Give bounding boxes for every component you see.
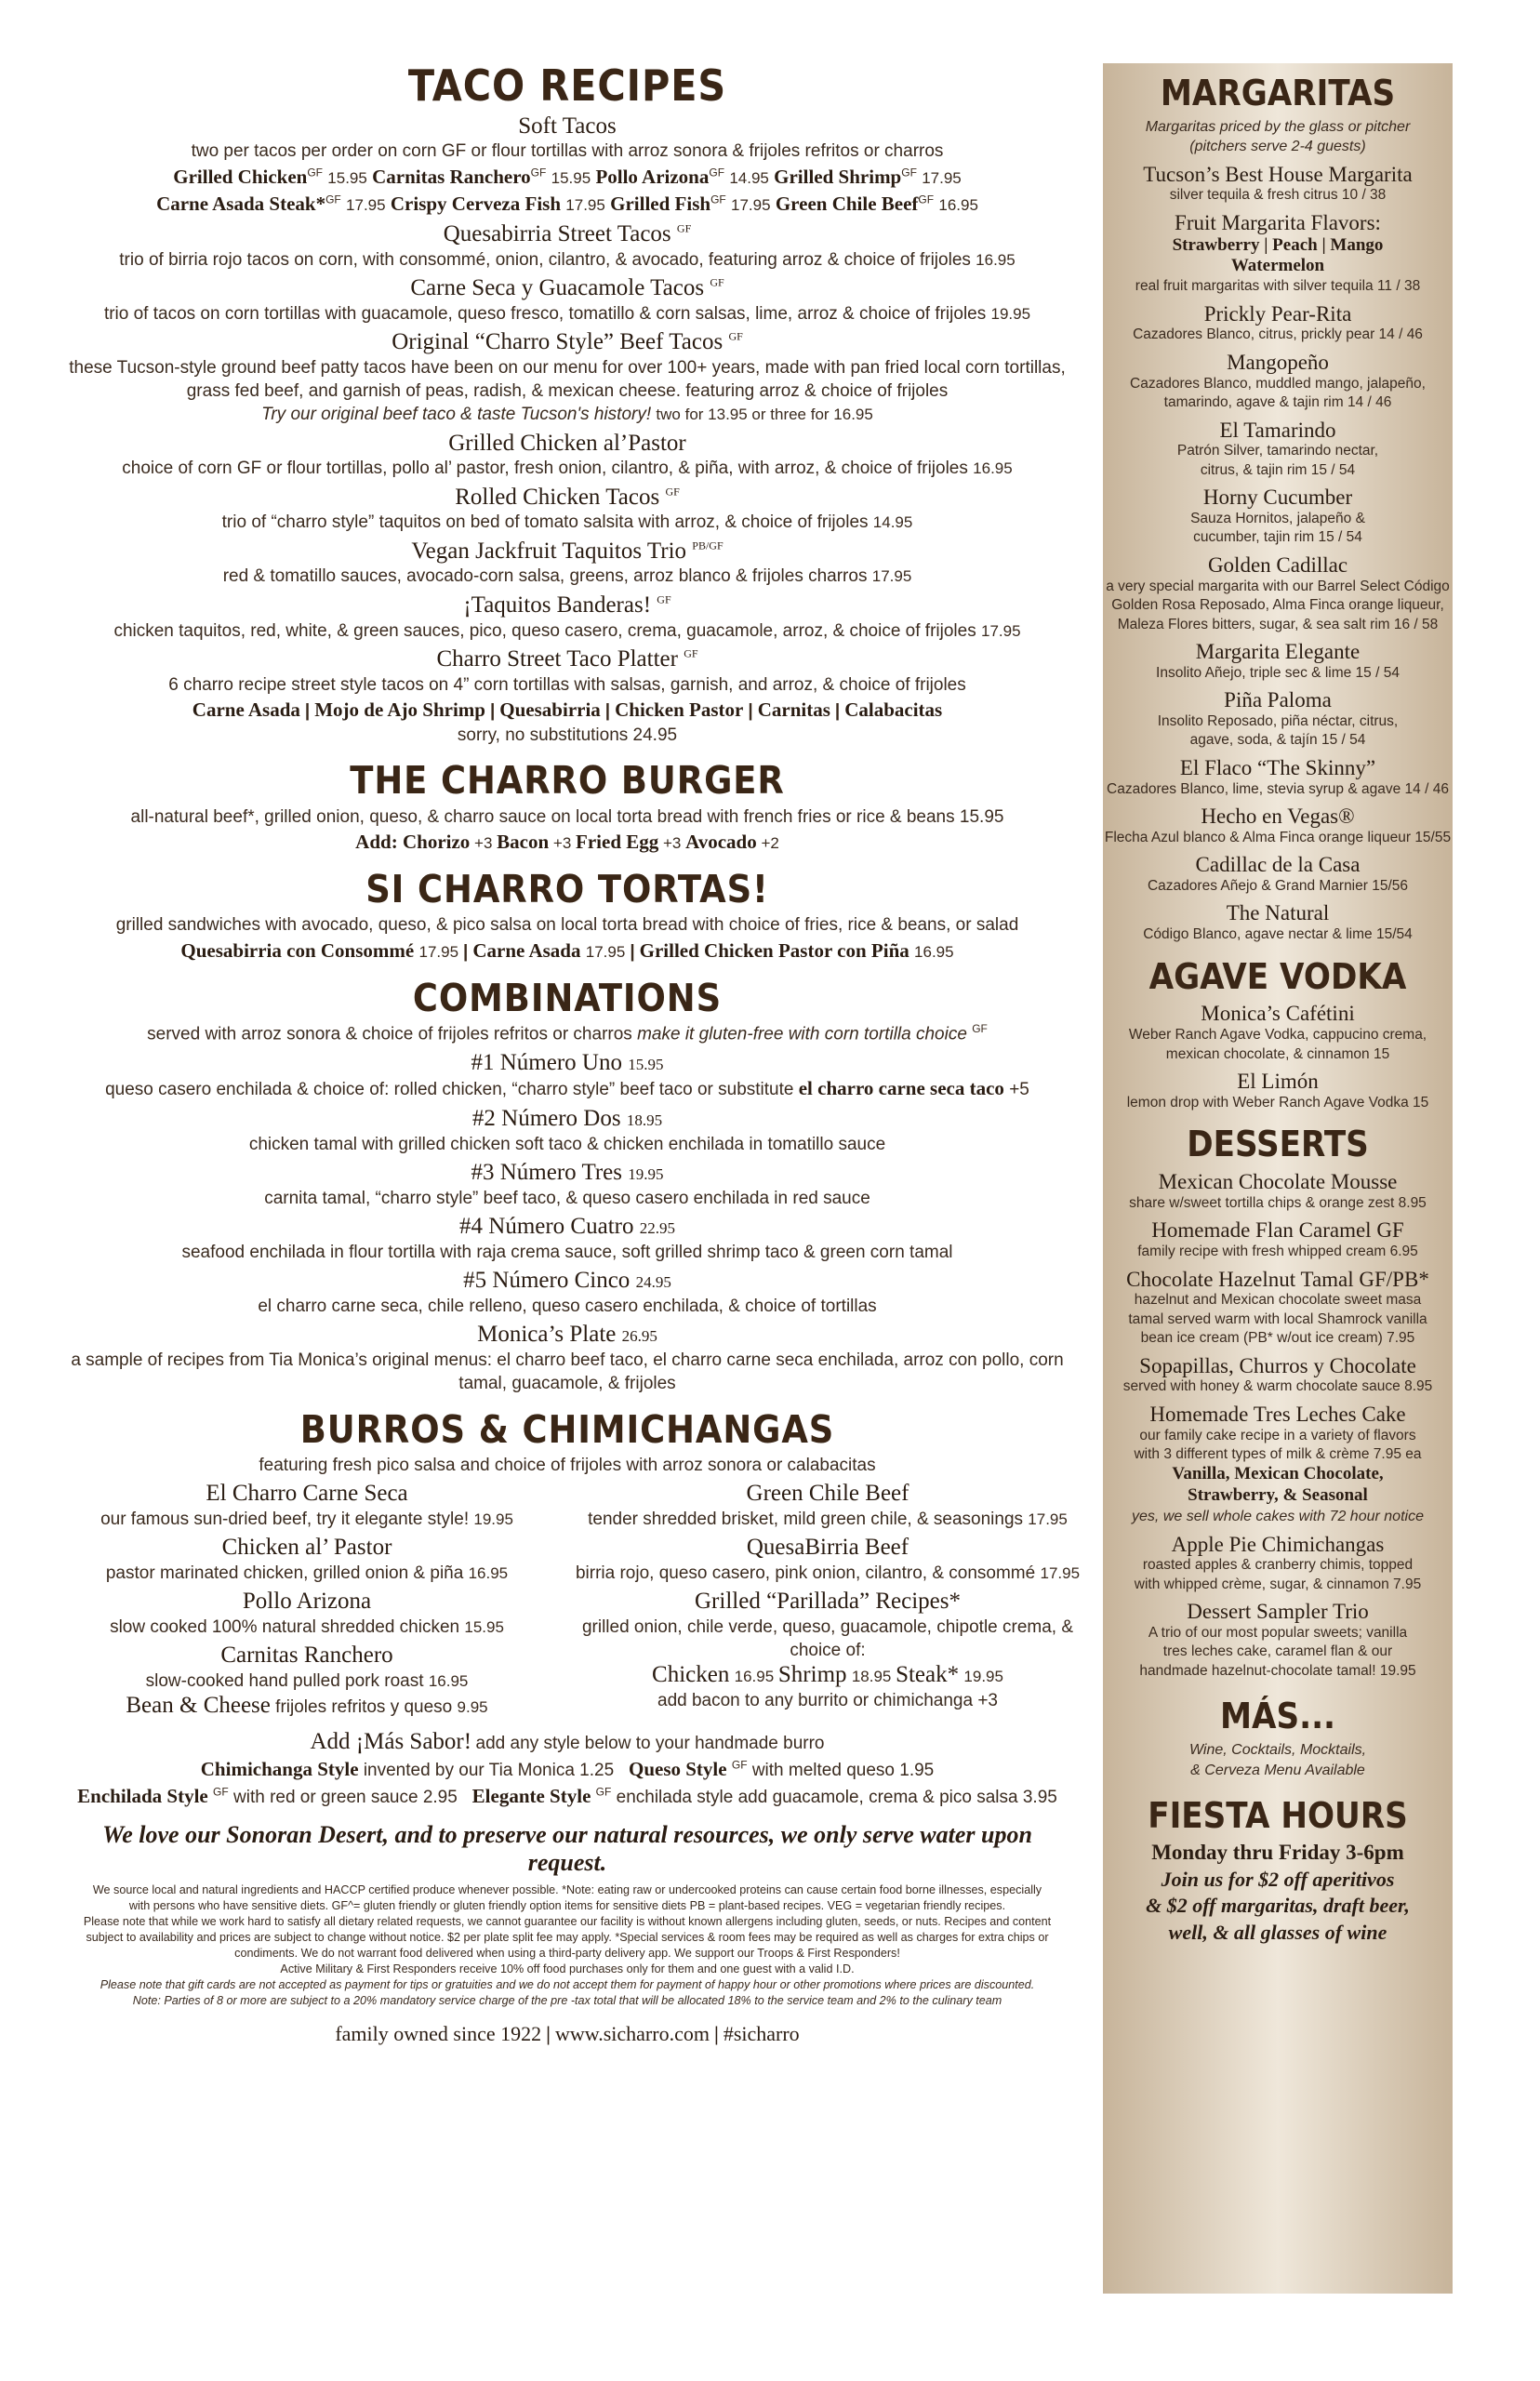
taco-item-desc — [65, 673, 1069, 697]
burro-text: slow cooked 100% natural shredded chicken — [110, 1616, 460, 1637]
combo-text: el charro carne seca, chile relleno, queso casero enchilada, & choice of tortillas — [258, 1297, 877, 1317]
tres-flavor: Strawberry, & Seasonal — [1188, 1485, 1368, 1506]
burros-heading: BURROS & CHIMICHANGAS — [299, 1406, 835, 1452]
separator: | — [463, 941, 469, 962]
drink-title: Fruit Margarita Flavors: — [1175, 210, 1381, 234]
menu-item-name: Green Chile Beef — [775, 192, 919, 215]
diet-tag: GF — [657, 592, 671, 606]
platter-option: Chicken Pastor — [615, 698, 744, 721]
drink-title: Mexican Chocolate Mousse — [1158, 1170, 1398, 1194]
taco-item-price: two for 13.95 or three for 16.95 — [656, 406, 873, 424]
fiesta-days: Monday thru Friday 3-6pm — [1151, 1840, 1404, 1864]
taco-item-desc — [65, 565, 1069, 588]
desserts-list — [1103, 1170, 1453, 1464]
burro-title: El Charro Carne Seca — [206, 1481, 408, 1507]
taco-item-name: Vegan Jackfruit Taquitos Trio — [411, 538, 687, 564]
drink-title: Margarita Elegante — [1195, 639, 1361, 663]
parillada-options — [567, 1662, 1088, 1689]
margaritas-heading: MARGARITAS — [1160, 73, 1396, 113]
main-menu — [65, 58, 1081, 2046]
drink-title: El Tamarindo — [1219, 418, 1336, 442]
combo-price: 19.95 — [628, 1165, 664, 1184]
burro-desc — [46, 1508, 567, 1531]
drink-title: Monica’s Cafétini — [1201, 1002, 1355, 1026]
fiesta-line: & $2 off margaritas, draft beer, — [1146, 1894, 1410, 1918]
bean-desc: frijoles refritos y queso — [275, 1697, 453, 1718]
drink-desc: Maleza Flores bitters, sugar, & sea salt rim 16 / 58 — [1117, 616, 1439, 632]
parillada-title: Grilled “Parillada” Recipes* — [695, 1589, 961, 1615]
taco-item-price: 19.95 — [990, 304, 1031, 323]
separator: | — [630, 941, 635, 962]
add-on-price: +2 — [756, 833, 779, 852]
burro-text: tender shredded brisket, mild green chile, & seasonings — [588, 1509, 1024, 1529]
combo-bold: el charro carne seca taco — [798, 1077, 1004, 1100]
burros-left-column — [46, 1477, 567, 1720]
mas-text: & Cerveza Menu Available — [1190, 1762, 1365, 1778]
taco-item-price: 16.95 — [976, 250, 1016, 269]
mas-text: Wine, Cocktails, Mocktails, — [1188, 1742, 1367, 1759]
styles-row-2: Enchilada Style $^{GF}$ with red or green sauce 2.95 Elegante Style $^{GF}$ enchilada style add guacamole, crema & pico salsa 3.95 — [77, 1784, 1057, 1807]
taco-item-title — [65, 646, 1069, 673]
combo-text: chicken tamal with grilled chicken soft taco & chicken enchilada in tomatillo sauce — [248, 1135, 886, 1155]
drink-desc: Weber Ranch Agave Vodka, cappucino crema, — [1128, 1027, 1427, 1044]
burro-title: Green Chile Beef — [746, 1481, 909, 1507]
burro-desc — [567, 1508, 1088, 1531]
menu-item-price: 17.95 — [565, 195, 605, 214]
torta-price: 17.95 — [585, 942, 626, 961]
parillada-option: Shrimp — [777, 1662, 847, 1688]
burro-text: our famous sun-dried beef, try it elegante style! — [100, 1509, 470, 1529]
drink-title: Dessert Sampler Trio — [1187, 1600, 1369, 1624]
combo-text: carnita tamal, “charro style” beef taco, & queso casero enchilada in red sauce — [264, 1189, 870, 1209]
taco-item-title — [65, 539, 1069, 565]
taco-item-price: 17.95 — [980, 621, 1021, 640]
add-on-name: Bacon — [497, 830, 550, 853]
fine-italic-line — [65, 1977, 1069, 1993]
fine-line: Active Military & First Responders receive 10% off food purchases only for them and one guest with a valid I.D. — [280, 1962, 855, 1976]
menu-item-price: 15.95 — [327, 168, 367, 187]
fiesta-line: Join us for $2 off aperitivos — [1161, 1867, 1395, 1891]
burro-price: 17.95 — [1028, 1510, 1068, 1528]
burro-desc — [46, 1616, 567, 1639]
combo-title — [65, 1214, 1069, 1241]
drink-desc: with 3 different types of milk & crème 7.95 ea — [1134, 1446, 1422, 1463]
drink-desc: citrus, & tajin rim 15 / 54 — [1200, 461, 1356, 478]
drink-desc: A trio of our most popular sweets; vanilla — [1148, 1624, 1408, 1641]
burro-title: Carnitas Ranchero — [220, 1643, 393, 1669]
diet-tag: GF — [710, 193, 726, 206]
burger-desc: all-natural beef*, grilled onion, queso, & charro sauce on local torta bread with french fries or rice & beans 15.95 — [130, 806, 1004, 827]
website-link[interactable]: www.sicharro.com — [554, 2022, 710, 2046]
diet-tag: GF — [709, 166, 725, 180]
taco-item-name: Rolled Chicken Tacos — [455, 484, 660, 510]
drink-desc: tamal served warm with local Shamrock vanilla — [1128, 1310, 1427, 1327]
combo-title — [65, 1268, 1069, 1295]
torta-name: Quesabirria con Consommé — [180, 938, 415, 962]
combo-title — [65, 1322, 1069, 1349]
menu-item-name: Pollo Arizona — [595, 165, 710, 188]
drink-title: Apple Pie Chimichangas — [1171, 1532, 1385, 1556]
taco-item-name: ¡Taquitos Banderas! — [463, 592, 652, 618]
combo-name: Monica’s Plate — [477, 1322, 617, 1348]
tortas-items — [65, 938, 1069, 964]
taco-item-title — [65, 592, 1069, 619]
drink-desc: tamarindo, agave & tajin rim 14 / 46 — [1163, 394, 1392, 411]
drink-desc: cucumber, tajin rim 15 / 54 — [1193, 529, 1362, 546]
diet-tag: GF — [728, 329, 743, 343]
taco-item-title — [65, 329, 1069, 356]
drink-title: Homemade Tres Leches Cake — [1149, 1402, 1406, 1426]
fine-line: subject to availability and prices are subject to change without notice. $2 per plate split fee may apply. *Special services & room fees may be required as well as charges for extra chips or — [86, 1931, 1049, 1945]
combo-price: 22.95 — [639, 1219, 675, 1238]
menu-item-price: 15.95 — [551, 168, 591, 187]
mas-sabor: Add ¡Más Sabor! add any style below to your handmade burro — [310, 1728, 825, 1754]
diet-tag: GF — [325, 193, 341, 206]
soft-tacos-desc: two per tacos per order on corn GF or flour tortillas with arroz sonora & frijoles refritos or charros — [191, 141, 944, 162]
burro-price: 19.95 — [473, 1510, 513, 1528]
mas-line — [1103, 1740, 1453, 1760]
drink-title: Golden Cadillac — [1207, 552, 1348, 577]
soft-tacos-title: Soft Tacos — [518, 113, 617, 139]
combo-title — [65, 1050, 1069, 1077]
separator: | — [834, 700, 841, 721]
burros-right-column — [567, 1477, 1088, 1720]
drink-title: Cadillac de la Casa — [1195, 853, 1361, 877]
diet-tag: GF — [307, 166, 324, 180]
diet-tag: GF — [676, 221, 692, 235]
diet-tag: GF — [665, 485, 680, 499]
fine-line: with persons who have sensitive diets. GF^= gluten friendly or gluten friendly option items for sensitive diets PB = plant-based recipes. VEG = vegetarian friendly recipes. — [128, 1899, 1006, 1913]
bean-title: Bean & Cheese — [126, 1693, 271, 1719]
drink-title: Piña Paloma — [1224, 688, 1332, 712]
combo-desc — [65, 1076, 1069, 1102]
burro-text: slow-cooked hand pulled pork roast — [145, 1670, 424, 1691]
taco-item-title — [65, 485, 1069, 512]
taco-item-title — [65, 275, 1069, 302]
water-tagline: We love our Sonoran Desert, and to preserve our natural resources, we only serve water upon request. — [102, 1821, 1032, 1877]
taco-item-desc — [65, 248, 1069, 272]
drink-desc: mexican chocolate, & cinnamon 15 — [1165, 1045, 1390, 1062]
fine-italic: Note: Parties of 8 or more are subject to a 20% mandatory service charge of the pre -tax total that will be allocated 18% to the service team and 2% to the culinary team — [132, 1994, 1002, 2008]
drink-desc: bean ice cream (PB* w/out ice cream) 7.95 — [1140, 1330, 1415, 1347]
combo-price: 15.95 — [628, 1055, 664, 1073]
combo-title — [65, 1160, 1069, 1187]
combinations-heading: COMBINATIONS — [412, 975, 723, 1020]
parillada-option: Chicken — [652, 1662, 730, 1688]
drink-title: El Flaco “The Skinny” — [1179, 755, 1376, 779]
mas-line — [1103, 1761, 1453, 1780]
drink-title: Tucson’s Best House Margarita — [1143, 162, 1413, 186]
menu-item-name: Grilled Shrimp — [774, 165, 902, 188]
combo-name: #3 Número Tres — [471, 1160, 622, 1186]
burro-price: 16.95 — [428, 1671, 469, 1690]
tortas-heading: SI CHARRO TORTAS! — [365, 867, 769, 912]
menu-item-name: Crispy Cerveza Fish — [390, 192, 562, 215]
burros-columns — [46, 1477, 1088, 1720]
taco-item-desc — [65, 356, 1069, 427]
soft-tacos-row-2 — [65, 191, 1069, 218]
drink-title: Prickly Pear-Rita — [1203, 301, 1352, 326]
burros-desc: featuring fresh pico salsa and choice of frijoles with arroz sonora or calabacitas — [259, 1455, 876, 1475]
drink-desc: Flecha Azul blanco & Alma Finca orange liqueur 15/55 — [1104, 829, 1452, 845]
burro-price: 16.95 — [468, 1563, 509, 1582]
mas-heading: MÁS... — [1219, 1696, 1336, 1737]
combo-price: 24.95 — [635, 1273, 671, 1292]
soft-tacos-row-1 — [65, 164, 1069, 191]
combo-extra: +5 — [1009, 1080, 1029, 1100]
drink-desc: share w/sweet tortilla chips & orange zest 8.95 — [1129, 1194, 1427, 1211]
styles-row-1: Chimichanga Style invented by our Tia Monica 1.25 Queso Style $^{GF}$ with melted queso 1.95 — [200, 1757, 935, 1780]
burger-adds — [65, 829, 1069, 856]
fine-line: We source local and natural ingredients and HACCP certified produce whenever possible. *Note: eating raw or undercooked proteins can cause certain food borne illnesses, especially — [92, 1883, 1042, 1897]
taco-item-text: 6 charro recipe street style tacos on 4” corn tortillas with salsas, garnish, and arroz, & choice of frijoles — [168, 674, 966, 695]
taco-item-text: red & tomatillo sauces, avocado-corn salsa, greens, arroz blanco & frijoles charros — [222, 566, 868, 587]
burro-title: QuesaBirria Beef — [746, 1535, 909, 1561]
drink-desc: agave, soda, & tajín 15 / 54 — [1189, 732, 1366, 749]
desserts-list-2 — [1103, 1533, 1453, 1682]
drink-title: Horny Cucumber — [1202, 486, 1353, 510]
taco-item-text: these Tucson-style ground beef patty tacos have been on our menu for over 100+ years, made with pan fried local corn tortillas, grass fed beef, and garnish of peas, radish, & mexican cheese. featuring arroz & choice of frijoles — [69, 357, 1066, 402]
drink-desc: Insolito Reposado, piña néctar, citrus, — [1157, 712, 1399, 729]
diet-tag: GF — [918, 193, 935, 206]
burro-price: 17.95 — [1040, 1563, 1081, 1582]
taco-item-text: trio of tacos on corn tortillas with guacamole, queso fresco, tomatillo & corn salsas, lime, arroz & choice of frijoles — [103, 303, 987, 324]
taco-item-italic: Try our original beef taco & taste Tucson's history! — [261, 405, 652, 425]
burro-text: pastor marinated chicken, grilled onion & piña — [105, 1563, 464, 1583]
taco-item-name: Charro Street Taco Platter — [436, 645, 678, 672]
combo-desc — [65, 1241, 1069, 1264]
platter-options — [65, 697, 1069, 724]
burro-text: birria rojo, queso casero, pink onion, cilantro, & consommé — [575, 1563, 1036, 1583]
burro-desc — [567, 1562, 1088, 1585]
parillada-price: 19.95 — [963, 1668, 1003, 1686]
tres-leches-flavors — [1103, 1464, 1453, 1507]
combo-items — [65, 1050, 1069, 1396]
drink-desc: Cazadores Blanco, muddled mango, jalapeño, — [1130, 375, 1426, 392]
drink-desc: Golden Rosa Reposado, Alma Finca orange liqueur, — [1111, 597, 1444, 614]
drink-desc: family recipe with fresh whipped cream 6.95 — [1137, 1244, 1418, 1260]
combo-name: #2 Número Dos — [471, 1106, 621, 1132]
drink-title: Sopapillas, Churros y Chocolate — [1139, 1353, 1416, 1377]
fiesta-line: well, & all glasses of wine — [1168, 1920, 1387, 1944]
taco-item-name: Quesabirria Street Tacos — [443, 221, 671, 247]
footer: family owned since 1922 | www.sicharro.com | #sicharro — [335, 2022, 800, 2046]
parillada-add: add bacon to any burrito or chimichanga +3 — [657, 1691, 998, 1711]
fruit-flavors — [1103, 235, 1453, 278]
burro-desc — [46, 1562, 567, 1585]
bean-cheese — [46, 1693, 567, 1720]
fiesta-hours-heading: FIESTA HOURS — [1148, 1795, 1408, 1836]
drink-desc: lemon drop with Weber Ranch Agave Vodka 15 — [1126, 1094, 1429, 1111]
drink-title: Chocolate Hazelnut Tamal GF/PB* — [1126, 1267, 1429, 1291]
menu-item-name: Carnitas Ranchero — [372, 165, 531, 188]
bean-price: 9.95 — [457, 1698, 488, 1717]
drink-desc: Insolito Añejo, triple sec & lime 15 / 54 — [1156, 664, 1400, 681]
taco-item-desc — [65, 619, 1069, 643]
burro-title: Chicken al’ Pastor — [221, 1535, 392, 1561]
separator: | — [489, 700, 496, 721]
menu-item-price: 16.95 — [938, 195, 978, 214]
drink-desc: Código Blanco, agave nectar & lime 15/54 — [1143, 926, 1413, 943]
diet-tag: GF — [530, 166, 547, 180]
menu-item-price: 17.95 — [922, 168, 962, 187]
combo-title — [65, 1106, 1069, 1133]
taco-item-name: Original “Charro Style” Beef Tacos — [392, 329, 724, 355]
taco-item-name: Carne Seca y Guacamole Tacos — [410, 275, 705, 301]
add-on-name: Chorizo — [402, 830, 471, 853]
fruit-flavor: Strawberry | Peach | Mango — [1172, 234, 1384, 255]
parillada-option: Steak* — [896, 1662, 960, 1688]
burro-title: Pollo Arizona — [242, 1589, 372, 1615]
platter-option: Calabacitas — [844, 698, 943, 721]
taco-item-price: 17.95 — [871, 567, 912, 586]
drink-desc: Cazadores Blanco, citrus, prickly pear 14 / 46 — [1133, 326, 1423, 343]
combo-price: 26.95 — [621, 1327, 657, 1346]
taco-item-desc — [65, 302, 1069, 326]
charro-burger-heading: THE CHARRO BURGER — [350, 758, 785, 804]
combo-desc — [65, 1295, 1069, 1318]
diet-tag: PB/GF — [692, 539, 724, 552]
combo-name: #5 Número Cinco — [463, 1268, 631, 1294]
combo-text: queso casero enchilada & choice of: rolled chicken, “charro style” beef taco or substitute — [105, 1080, 794, 1100]
fine-print — [65, 1882, 1069, 2009]
menu-item-name: Grilled Fish — [610, 192, 711, 215]
drink-desc: Patrón Silver, tamarindo nectar, — [1176, 443, 1379, 459]
taco-item-title — [65, 431, 1069, 458]
margaritas-list-2 — [1103, 302, 1453, 945]
burro-desc — [46, 1669, 567, 1693]
combo-text: a sample of recipes from Tia Monica’s original menus: el charro beef taco, el charro carne seca enchilada, arroz con pollo, corn tamal, guacamole, & frijoles — [71, 1350, 1064, 1394]
menu-item-price: 14.95 — [729, 168, 769, 187]
drink-desc: hazelnut and Mexican chocolate sweet masa — [1134, 1292, 1422, 1309]
vodka-list — [1103, 1002, 1453, 1112]
taco-item-desc — [65, 511, 1069, 534]
diet-tag: GF — [710, 275, 724, 289]
parillada-price: 18.95 — [851, 1668, 896, 1686]
diet-tag: GF — [684, 646, 698, 660]
drink-desc: silver tequila & fresh citrus 10 / 38 — [1169, 187, 1387, 204]
taco-item-text: chicken taquitos, red, white, & green sauces, pico, queso casero, crema, guacamole, arroz, & choice of frijoles — [113, 620, 976, 641]
drinks-sidebar: MARGARITAS Margaritas priced by the glass or pitcher (pitchers serve 2-4 guests) Tucson’s Best House Margarita silver tequila & fresh citrus 10 / 38 Fruit Margarita Flavors: Strawberry | Peach | Mango Watermelon real fruit margaritas with silver tequila 11 / 38 Prickly Pear-Rita Cazadores Blanco, citrus, prickly pear 14 / 46 Mangopeño Cazadores Blanco, muddled mango, jalapeño, tamarindo, agave & tajin rim 14 / 46 El Tamarindo Patrón Silver, tamarindo nectar, citrus, & tajin rim 15 / 54 Horny Cucumber Sauza Hornitos, jalapeño & cucumber, tajin rim 15 / 54 Golden Cadillac a very special margarita with our Barrel Select Código Golden Rosa Reposado, Alma Finca orange liqueur, Maleza Flores bitters, sugar, & sea salt rim 16 / 58 Margarita Elegante Insolito Añejo, triple sec & lime 15 / 54 Piña Paloma Insolito Reposado, piña néctar, citrus, agave, soda, & tajín 15 / 54 El Flaco “The Skinny” Cazadores Blanco, lime, stevia syrup & agave 14 / 46 Hecho en Vegas® Flecha Azul blanco & Alma Finca orange liqueur 15/55 Cadillac de la Casa Cazadores Añejo & Grand Marnier 15/56 The Natural Código Blanco, agave nectar & lime 15/54 AGAVE VODKA Monica’s Cafétini Weber Ranch Agave Vodka, cappucino crema, mexican chocolate, & cinnamon 15 El Limón lemon drop with Weber Ranch Agave Vodka 15 DESSERTS Mexican Chocolate Mousse share w/sweet tortilla chips & orange zest 8.95 Homemade Flan Caramel GF family recipe with fresh whipped cream 6.95 Chocolate Hazelnut Tamal GF/PB* hazelnut and Mexican chocolate sweet masa tamal served warm with local Shamrock vanilla bean ice cream (PB* w/out ice cream) 7.95 Sopapillas, Churros y Chocolate served with honey & warm chocolate sauce 8.95 Homemade Tres Leches Cake our family cake recipe in a variety of flavors with 3 different types of milk & crème 7.95 ea Vanilla, Mexican Chocolate, Strawberry, & Seasonal yes, we sell whole cakes with 72 hour notice Apple Pie Chimichangas roasted apples & cranberry chimis, topped with whipped crème, sugar, & cinnamon 7.95 Dessert Sampler Trio A trio of our most popular sweets; vanilla tres leches cake, caramel flan & our handmade hazelnut-chocolate tamal! 19.95 MÁS... Wine, Cocktails, Mocktails, & Cerveza Menu Available FIESTA HOURS Monday thru Friday 3-6pm Join us for $2 off aperitivos & $2 off margaritas, draft beer, well, & all glasses of wine — [1103, 63, 1453, 2294]
taco-recipes-heading: TACO RECIPES — [407, 60, 727, 111]
combo-name: #4 Número Cuatro — [459, 1214, 634, 1240]
drink-desc: served with honey & warm chocolate sauce 8.95 — [1122, 1378, 1433, 1395]
add-on-price: +3 — [470, 833, 498, 852]
add-on-name: Fried Egg — [576, 830, 659, 853]
fine-line: condiments. We do not warrant food delivered when using a third-party delivery app. We support our Troops & First Responders! — [234, 1947, 900, 1961]
fruit-flavor: Watermelon — [1230, 256, 1325, 276]
taco-item-text: trio of birria rojo tacos on corn, with consommé, onion, cilantro, & avocado, featuring arroz & choice of frijoles — [119, 249, 971, 270]
drink-title: The Natural — [1226, 901, 1330, 925]
torta-price: 16.95 — [914, 942, 954, 961]
combo-name: #1 Número Uno — [471, 1049, 622, 1075]
fine-line: Please note that while we work hard to satisfy all dietary related requests, we cannot guarantee our facility is without known allergens including gluten, seeds, or nuts. Recipes and content — [83, 1915, 1052, 1929]
agave-vodka-heading: AGAVE VODKA — [1148, 955, 1407, 997]
drink-title: Hecho en Vegas® — [1201, 805, 1355, 829]
drink-title: El Limón — [1237, 1070, 1319, 1094]
add-on-price: +3 — [549, 833, 577, 852]
combo-desc — [65, 1187, 1069, 1210]
drink-desc: roasted apples & cranberry chimis, topped — [1142, 1557, 1414, 1574]
drink-desc: tres leches cake, caramel flan & our — [1162, 1643, 1393, 1660]
add-on-price: +3 — [658, 833, 686, 852]
platter-note: sorry, no substitutions 24.95 — [457, 725, 678, 745]
taco-item-name: Grilled Chicken al’Pastor — [448, 430, 686, 456]
taco-item-price: 16.95 — [973, 459, 1013, 478]
taco-item-text: trio of “charro style” taquitos on bed of tomato salsita with arroz, & choice of frijoles — [221, 512, 869, 533]
add-label: Add: — [355, 830, 398, 853]
desserts-heading: DESSERTS — [1187, 1124, 1369, 1165]
parillada-desc: grilled onion, chile verde, queso, guacamole, chipotle crema, & choice of: — [581, 1616, 1074, 1661]
platter-option: Quesabirria — [499, 698, 601, 721]
drink-desc: with whipped crème, sugar, & cinnamon 7.95 — [1134, 1576, 1422, 1592]
taco-item-text: choice of corn GF or flour tortillas, pollo al’ pastor, fresh onion, cilantro, & piña, with arroz, & choice of frijoles — [122, 459, 968, 479]
menu-item-name: Grilled Chicken — [173, 165, 308, 188]
tres-flavor: Vanilla, Mexican Chocolate, — [1172, 1464, 1384, 1484]
fiesta-lines — [1103, 1867, 1453, 1947]
torta-price: 17.95 — [418, 942, 459, 961]
torta-name: Grilled Chicken Pastor con Piña — [639, 938, 909, 962]
taco-item-desc — [65, 457, 1069, 480]
taco-item-price: 14.95 — [872, 513, 913, 532]
separator: | — [748, 700, 753, 721]
margaritas-list — [1103, 163, 1453, 235]
add-on-name: Avocado — [685, 830, 757, 853]
separator: | — [604, 700, 611, 721]
fine-italic: Please note that gift cards are not accepted as payment for tips or gratuities and we do not accept them for payment of happy hour or other promotions where prices are discounted. — [100, 1978, 1035, 1992]
mas-lines — [1103, 1740, 1453, 1780]
platter-option: Carne Asada — [192, 698, 300, 721]
taco-items — [65, 221, 1069, 697]
drink-title: Homemade Flan Caramel GF — [1151, 1218, 1404, 1243]
drink-desc: our family cake recipe in a variety of flavors — [1139, 1427, 1416, 1443]
menu-item-price: 17.95 — [731, 195, 771, 214]
menu-item-name: Carne Asada Steak* — [156, 192, 326, 215]
separator: | — [304, 700, 311, 721]
combinations-desc: served with arroz sonora & choice of frijoles refritos or charros make it gluten-free with corn tortilla choice $^{GF}$ — [147, 1022, 988, 1044]
fine-italic-line — [65, 1993, 1069, 2009]
drink-desc: Sauza Hornitos, jalapeño & — [1190, 510, 1365, 526]
combo-desc — [65, 1349, 1069, 1396]
drink-desc: handmade hazelnut-chocolate tamal! 19.95 — [1139, 1662, 1416, 1679]
platter-option: Mojo de Ajo Shrimp — [314, 698, 485, 721]
platter-option: Carnitas — [757, 698, 830, 721]
combo-text: seafood enchilada in flour tortilla with raja crema sauce, soft grilled shrimp taco & green corn tamal — [181, 1243, 953, 1263]
tortas-desc: grilled sandwiches with avocado, queso, & pico salsa on local torta bread with choice of fries, rice & beans, or salad — [115, 915, 1019, 936]
combo-desc — [65, 1133, 1069, 1156]
torta-name: Carne Asada — [472, 938, 581, 962]
drink-desc: a very special margarita with our Barrel Select Código — [1106, 578, 1450, 594]
menu-item-price: 17.95 — [346, 195, 386, 214]
drink-desc: Cazadores Añejo & Grand Marnier 15/56 — [1147, 878, 1409, 894]
combo-price: 18.95 — [626, 1111, 663, 1130]
drink-title: Mangopeño — [1227, 350, 1329, 374]
taco-item-title — [65, 221, 1069, 248]
burro-price: 15.95 — [464, 1617, 504, 1636]
drink-desc: Cazadores Blanco, lime, stevia syrup & agave 14 / 46 — [1107, 780, 1449, 797]
diet-tag: GF — [901, 166, 917, 180]
parillada-price: 16.95 — [734, 1668, 778, 1686]
